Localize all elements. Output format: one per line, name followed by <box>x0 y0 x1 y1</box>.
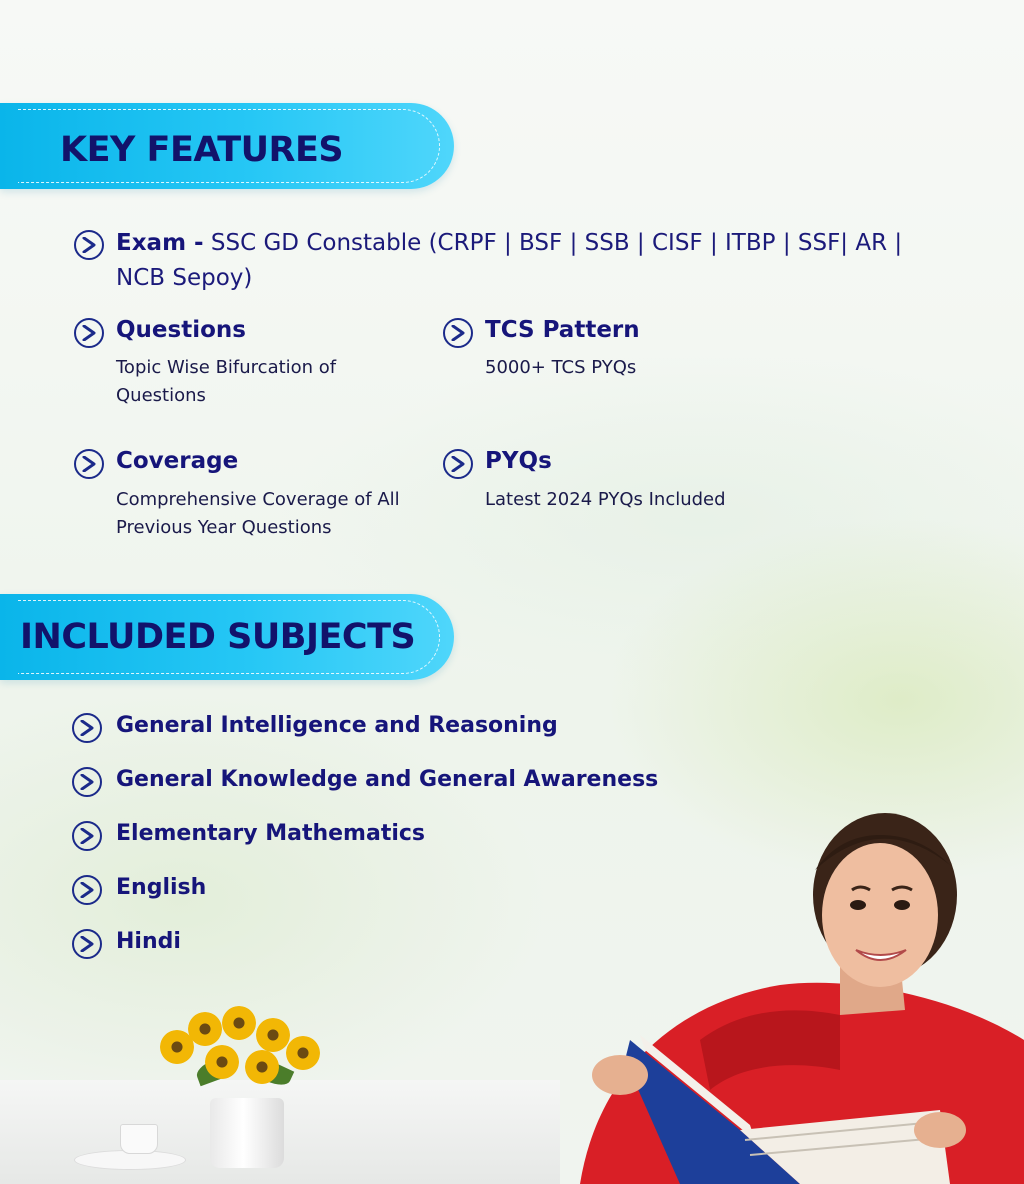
sunflower <box>286 1036 320 1070</box>
subject-item: General Intelligence and Reasoning <box>116 713 558 738</box>
chevron-right-circle-icon <box>72 767 102 797</box>
flower-pot <box>210 1098 284 1168</box>
chevron-right-circle-icon <box>72 929 102 959</box>
subject-item: Elementary Mathematics <box>116 821 426 846</box>
coffee-cup <box>120 1124 158 1154</box>
sunflower <box>245 1050 279 1084</box>
exam-line <box>116 226 946 296</box>
sunflower <box>256 1018 290 1052</box>
feature-desc-pyqs: Latest 2024 PYQs Included <box>485 489 726 510</box>
subject-item: General Knowledge and General Awareness <box>116 767 659 792</box>
chevron-right-circle-icon <box>72 821 102 851</box>
feature-desc-tcs-pattern: 5000+ TCS PYQs <box>485 357 637 378</box>
student-photo <box>540 810 1024 1184</box>
exam-label: Exam - <box>116 230 204 256</box>
chevron-right-circle-icon <box>72 713 102 743</box>
sunflower <box>205 1045 239 1079</box>
included-subjects-heading: INCLUDED SUBJECTS <box>20 617 416 657</box>
key-features-heading: KEY FEATURES <box>60 130 344 170</box>
subject-item: English <box>116 875 207 900</box>
chevron-right-circle-icon <box>72 875 102 905</box>
subject-item: Hindi <box>116 929 181 954</box>
chevron-right-circle-icon <box>74 449 104 479</box>
feature-title-coverage: Coverage <box>116 448 239 474</box>
chevron-right-circle-icon <box>74 318 104 348</box>
sunflower <box>188 1012 222 1046</box>
feature-title-pyqs: PYQs <box>485 448 552 474</box>
chevron-right-circle-icon <box>443 449 473 479</box>
chevron-right-circle-icon <box>443 318 473 348</box>
exam-value: SSC GD Constable (CRPF | BSF | SSB | CISF | ITBP | SSF| AR | NCB Sepoy) <box>116 230 903 291</box>
feature-desc-questions: Topic Wise Bifurcation of Questions <box>116 357 337 406</box>
sunflower <box>222 1006 256 1040</box>
chevron-right-circle-icon <box>74 230 104 260</box>
feature-title-questions: Questions <box>116 317 246 343</box>
feature-desc-coverage: Comprehensive Coverage of All Previous Year Questions <box>116 489 400 538</box>
feature-title-tcs-pattern: TCS Pattern <box>485 317 640 343</box>
